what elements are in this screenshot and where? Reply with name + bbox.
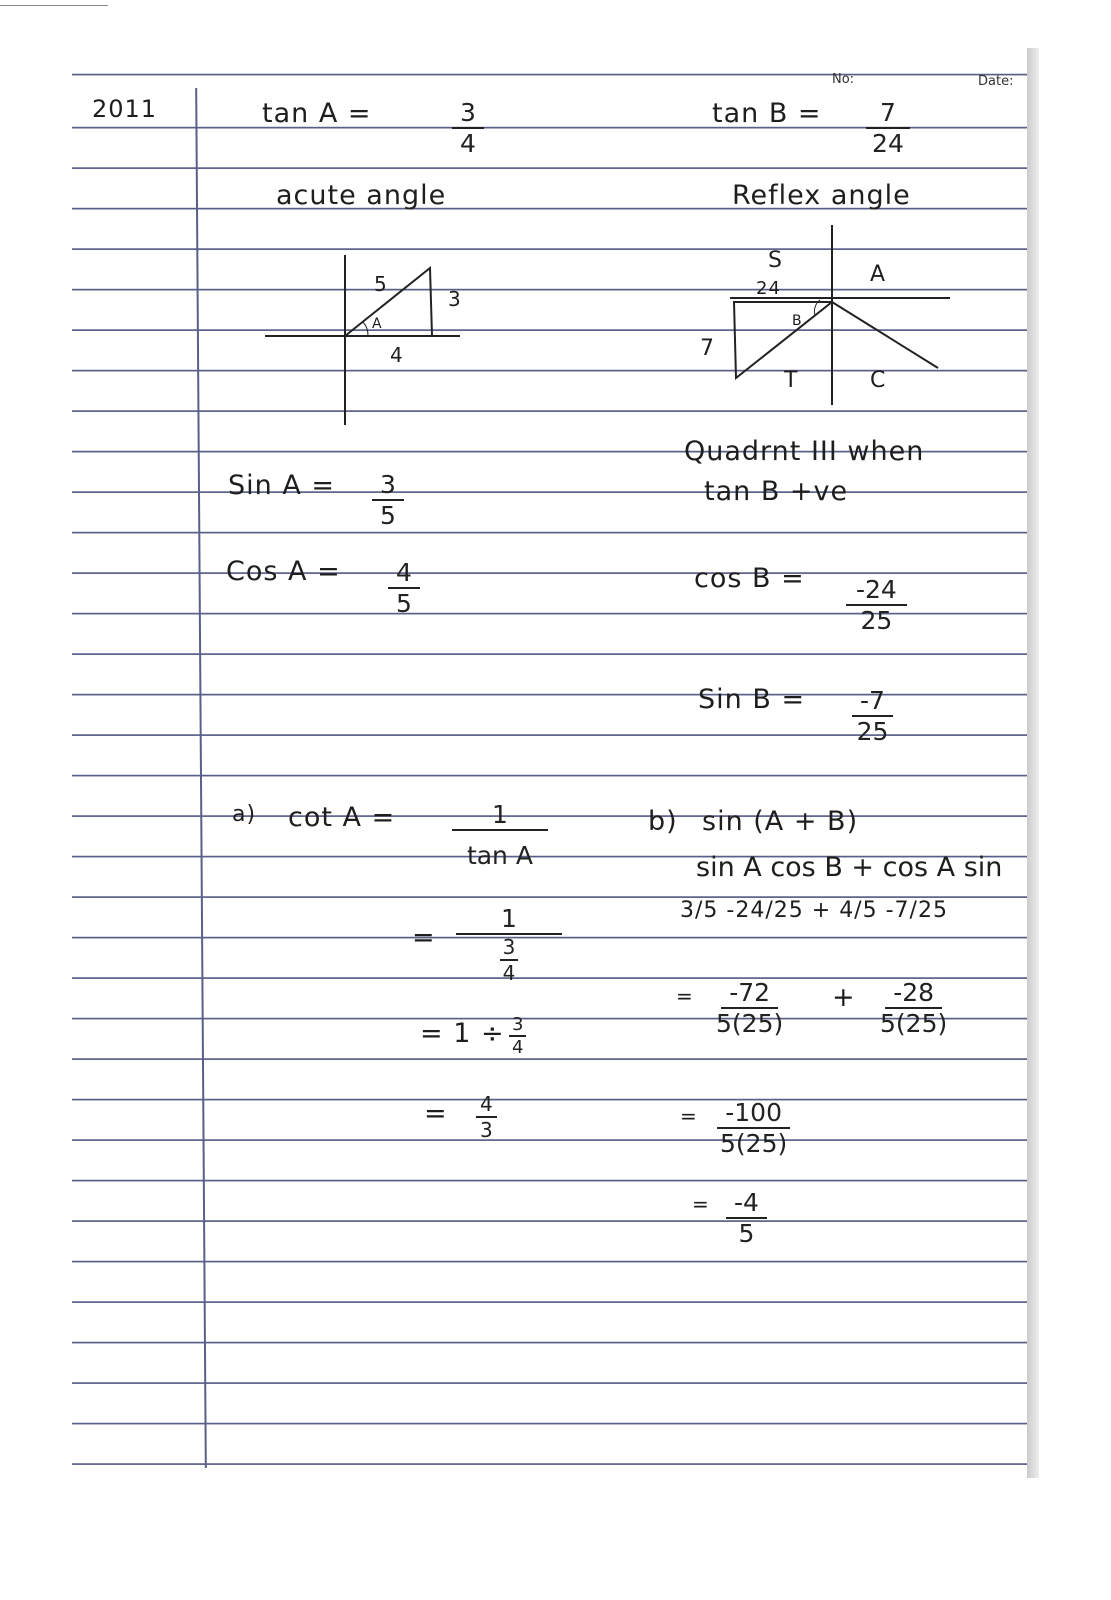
sin-a-lhs: Sin A = [228,470,336,501]
quadrant-a: A [870,262,887,287]
step4-fraction [476,1092,497,1142]
sin-a-plus-b: sin (A + B) [702,806,859,837]
fraction-100 [716,1098,791,1158]
tan-b-fraction [866,98,910,158]
quadrant-s: S [768,248,783,273]
cos-b-lhs: cos B = [694,563,805,594]
quadrant-diagram [720,220,960,410]
plus: + [832,982,856,1013]
denominator: 5(25) [716,1009,784,1038]
equals: = [412,922,436,953]
cos-b-fraction [846,575,907,635]
date-label: Date: [978,74,1014,89]
quadrant-c: C [870,368,887,393]
step3-fraction [508,1014,527,1058]
denominator: 3 [480,1118,493,1142]
equals: = [680,1104,698,1128]
term: -7/25 [885,898,948,923]
quadrant-t: T [784,368,799,393]
quadrant-note-1: Quadrnt III when [684,436,925,467]
opp-label: 3 [448,287,462,311]
part-b-label: b) [648,806,678,837]
denominator: 25 [856,717,889,746]
fraction-72 [712,978,787,1038]
step2-fraction [456,904,562,985]
nested-fraction [499,935,520,985]
triangle-diagram [260,250,470,430]
equals: = [424,1098,448,1129]
cos-a-fraction [388,558,420,618]
denominator: 4 [460,129,476,158]
acute-angle-label: acute angle [276,180,447,211]
cos-a-lhs: Cos A = [226,556,341,587]
denominator: 4 [502,961,516,985]
denominator: 5 [396,589,412,618]
expansion: sin A cos B + cos A sin [696,852,1003,883]
denominator: tan A [466,841,533,870]
numerator: 3 [372,470,404,501]
numerator: 3 [509,1014,526,1037]
no-label: No: [832,72,855,87]
denominator: 24 [872,129,904,158]
numerator: -7 [852,686,893,717]
part-a-label: a) [232,802,257,827]
plus: + [811,898,832,923]
year: 2011 [92,95,158,123]
term: 3/5 [680,898,719,923]
numerator: 4 [476,1092,497,1118]
side-7: 7 [700,336,715,361]
numerator: 4 [388,558,420,589]
numerator: 7 [866,98,910,129]
page-edge [1027,48,1039,1478]
denominator: 5 [380,501,396,530]
numerator: -100 [717,1098,790,1129]
angle-b-label: B [792,313,803,329]
numerator: 3 [500,935,519,961]
numerator: -24 [846,575,907,606]
quadrant-note-2: tan B +ve [704,476,849,507]
sin-b-lhs: Sin B = [698,684,806,715]
reflex-angle-label: Reflex angle [732,180,911,211]
numerator: 3 [452,98,484,129]
numerator: 1 [456,904,562,935]
fraction-4-5 [726,1188,767,1248]
sin-a-fraction [372,470,404,530]
denominator: 5(25) [720,1129,788,1158]
fraction-28 [876,978,951,1038]
adj-label: 4 [390,343,404,367]
angle-label: A [372,316,383,332]
cot-a-fraction [452,800,548,870]
denominator: 25 [860,606,893,635]
term: 4/5 [839,898,878,923]
equals: = [692,1192,710,1216]
numerator: -28 [885,978,942,1009]
hyp-label: 5 [374,272,388,296]
equals: = [676,984,694,1008]
step3-text: = 1 ÷ [420,1018,505,1049]
scan-mark [0,5,108,6]
tan-b-lhs: tan B = [712,98,822,129]
denominator: 5(25) [880,1009,948,1038]
tan-a-fraction [452,98,484,158]
tan-a-lhs: tan A = [262,98,372,129]
sin-b-fraction [852,686,893,746]
numerator: -72 [721,978,778,1009]
numerator: -4 [726,1188,767,1219]
denominator: 5 [738,1219,755,1248]
denominator: 4 [512,1037,524,1058]
term: -24/25 [726,898,804,923]
cot-a-lhs: cot A = [288,802,396,833]
side-24: 24 [756,278,781,299]
numerator: 1 [452,800,548,831]
substitution [680,898,948,923]
